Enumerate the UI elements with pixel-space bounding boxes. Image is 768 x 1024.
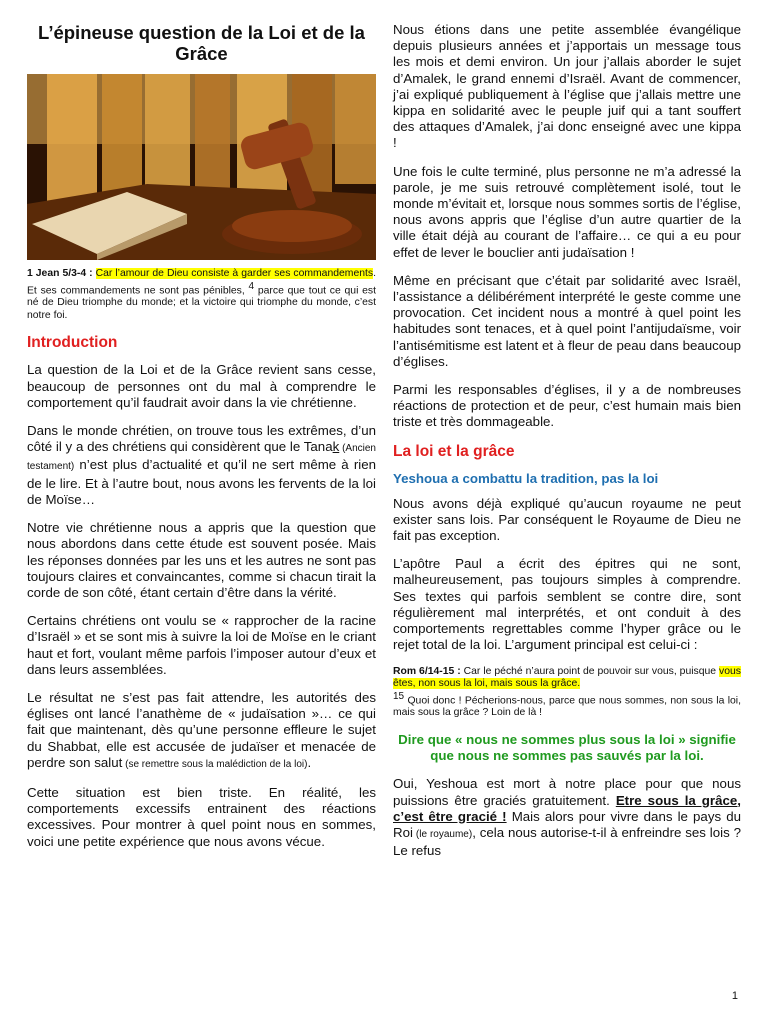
verse-1-jean [27, 268, 376, 322]
intro-paragraph-4: Certains chrétiens ont voulu se « rapprocher de la racine d’Israël » et se sont mis à suivre la loi de Moïse en le criant haut et fort, voulant même parfois l’imposer autour d’eux et dans leurs assemblées. [27, 613, 376, 677]
intro-paragraph-5 [27, 690, 376, 773]
verse-reference: 1 Jean 5/3-4 : [27, 268, 93, 279]
section-heading-loi-grace: La loi et la grâce [393, 442, 515, 460]
verse-number: 4 [248, 280, 255, 292]
intro-p2-text-a: Dans le monde chrétien, on trouve tous les extrêmes, d’un côté il y a des chrétiens qui considèrent que le Tana [27, 423, 376, 455]
right-paragraph-1: Nous étions dans une petite assemblée évangélique depuis plusieurs années et j’apportais un message tous les mois et demi environ. Un jour j’allais aborder le sujet d’Amalek, le grand ennemi d’Israël. Avant de commencer, j’ai expliqué publiquement à l’église que j’allais mettre une kippa en solidarité avec le peuple juif qui a tant souffert des attaques d’Amalek, j’ai donc enseigné avec une kippa ! [393, 22, 741, 151]
right-paragraph-6: L’apôtre Paul a écrit des épitres qui ne sont, malheureusement, pas toujours simples à comprendre. Ses textes qui parfois semblent se contre dire, sont régulièrement mal interprétés, et ont conduit à des comportements regrettables comme l’hyper grâce ou le rejet total de la loi. L’argument principal est celui-ci : [393, 556, 741, 653]
verse-2-highlight: vous êtes, non sous la loi, mais sous la grâce. [393, 665, 741, 689]
intro-p2-underlined-k: k [332, 439, 340, 455]
left-column [27, 22, 376, 862]
gavel-illustration [27, 74, 376, 260]
right-paragraph-7 [393, 776, 741, 859]
intro-paragraph-3: Notre vie chrétienne nous a appris que la question que nous abordons dans cette étude est souvent posée. Mais les réponses données par les uns et les autres ne sont pas toujours claires et convaincantes, comme si chacun tirait la corde de son côté, étant certain d’être dans la vérité. [27, 520, 376, 600]
verse-2-number: 15 [393, 690, 405, 702]
intro-paragraph-1: La question de la Loi et de la Grâce revient sans cesse, beaucoup de personnes ont du mal à comprendre le comportement qu’il faudrait avoir dans la vie chrétienne. [27, 362, 376, 410]
intro-p5-text: Le résultat ne s’est pas fait attendre, les autorités des églises ont lancé l’anathème de « judaïsation »… ce qui fait que maintenant, dès qu’une personne effleure le sujet du Shabbat, elle est accusée de judaïser et menacée de perdre son salut [27, 689, 376, 770]
verse-2-text-b: Quoi donc ! Pécherions-nous, parce que nous sommes, non sous la loi, mais sous la grâce ? Loin de là ! [393, 694, 741, 719]
page-number: 1 [731, 990, 738, 1002]
intro-p5-note: (se remettre sous la malédiction de la loi) [122, 758, 308, 770]
right-p7-text-b: Mais alors pour vivre dans le pays du Roi [393, 808, 741, 840]
intro-paragraph-2 [27, 423, 376, 508]
page-title: L’épineuse question de la Loi et de la Grâce [38, 22, 365, 64]
right-p7-text-c: , cela nous autorise-t-il à enfreindre ses lois ? Le refus [393, 824, 741, 859]
verse-highlight: Car l’amour de Dieu consiste à garder ses commandements [95, 268, 374, 279]
right-p7-text-a: Oui, Yeshoua est mort à notre place pour que nous puissions être graciés gratuitement. [393, 776, 741, 808]
verse-text-a: . Et ses commandements ne sont pas pénibles, [27, 268, 376, 296]
right-paragraph-4: Parmi les responsables d’églises, il y a de nombreuses réactions de protection et de peur, c’est humain mais bien triste et très dommageable. [393, 382, 741, 430]
verse-text-b: parce que tout ce qui est né de Dieu triomphe du monde; et la victoire qui triomphe du monde, c’est notre foi. [27, 284, 376, 321]
intro-p2-note: (Ancien testament) [27, 443, 376, 473]
intro-p5-end: . [307, 754, 312, 770]
subheading-tradition: Yeshoua a combattu la tradition, pas la loi [393, 470, 659, 486]
verse-2-text-a: Car le péché n’aura point de pouvoir sur vous, puisque [460, 665, 720, 677]
right-column [393, 22, 741, 871]
verse-romains [393, 666, 741, 720]
gavel-and-books-image [27, 74, 376, 260]
right-paragraph-2: Une fois le culte terminé, plus personne ne m’a adressé la parole, je me suis retrouvé complètement isolé, tout le monde m’évitait et, lorsque nous sommes sortis de l’église, nous avons appris que l’église d’un autre quartier de la ville était déjà au courant de l’affaire… ce qui a eu pour effet de lever le bouclier anti judaïsation ! [393, 163, 741, 260]
right-p7-underlined: Etre sous la grâce, c’est être gracié ! [393, 792, 741, 824]
right-paragraph-5: Nous avons déjà expliqué qu’aucun royaume ne peut exister sans lois. Par conséquent le Royaume de Dieu ne fait pas exception. [393, 495, 741, 544]
verse-2-reference: Rom 6/14-15 : [393, 665, 461, 677]
callout-statement: Dire que « nous ne sommes plus sous la loi » signifie que nous ne sommes pas sauvés par la loi. [398, 731, 736, 764]
intro-p2-text-b: n’est plus d’actualité et qu’il ne sert même à rien de le lire. Et à l’autre bout, nous avons les fervents de la loi de Moïse… [27, 457, 376, 507]
intro-paragraph-6: Cette situation est bien triste. En réalité, les comportements excessifs entrainent des réactions excessives. Pour montrer à quel point nous en sommes, voici une petite expérience que nous avons vécue. [27, 784, 376, 849]
right-paragraph-3: Même en précisant que c’était par solidarité avec Israël, l’assistance a délibérément interprété le geste comme une provocation. Cet incident nous a montré à quel point les habitudes sont tenaces, et à quel point l’antijudaïsme, voir l’antisémitisme est latent et à fleur de peau dans beaucoup d’églises. [393, 272, 741, 369]
section-heading-introduction: Introduction [27, 334, 118, 352]
right-p7-note: (le royaume) [412, 828, 473, 840]
